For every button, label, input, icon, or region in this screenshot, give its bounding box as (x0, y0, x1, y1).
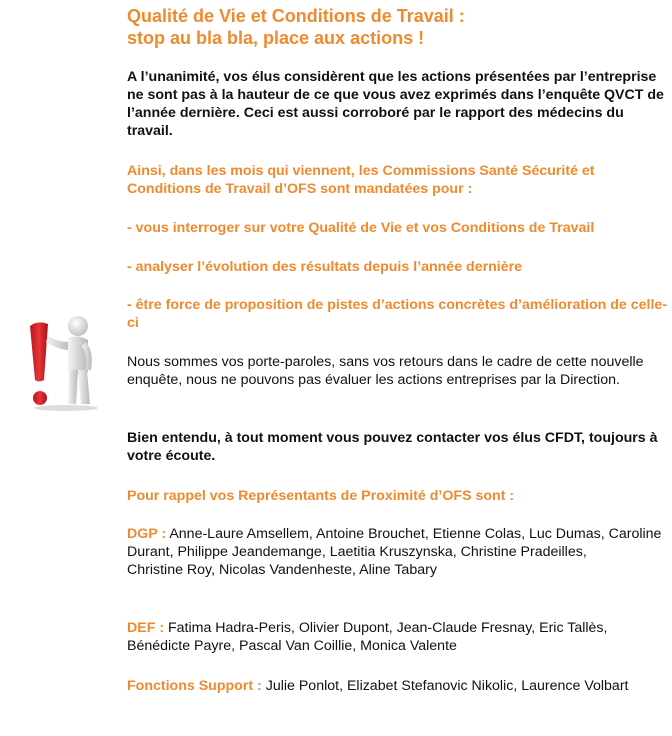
dgp-line-1 (127, 525, 672, 561)
mandate-paragraph: Ainsi, dans les mois qui viennent, les Commissions Santé Sécurité et Conditions de Travail d’OFS sont mandatées pour : (127, 163, 595, 197)
title-line-1: Qualité de Vie et Conditions de Travail : (127, 6, 465, 26)
dgp-label: DGP : (127, 526, 167, 542)
action-item-2: - analyser l’évolution des résultats depuis l’année dernière (127, 259, 523, 275)
contact-paragraph: Bien entendu, à tout moment vous pouvez contacter vos élus CFDT, toujours à votre écoute. (127, 430, 658, 464)
def-names: Fatima Hadra-Peris, Olivier Dupont, Jean-Claude Fresnay, Eric Tallès, Bénédicte Payre, Pascal Van Coillie, Monica Valente (127, 620, 608, 654)
def-label: DEF : (127, 620, 165, 636)
dgp-names-2: Christine Roy, Nicolas Vandenheste, Aline Tabary (127, 562, 437, 578)
dgp-names-1: Anne-Laure Amsellem, Antoine Brouchet, Etienne Colas, Luc Dumas, Caroline Durant, Philippe Jeandemange, Laetitia Kruszynska, Christine Pradeilles, (127, 526, 662, 560)
page-title (127, 5, 657, 49)
action-item-1: - vous interroger sur votre Qualité de Vie et vos Conditions de Travail (127, 220, 595, 236)
intro-paragraph: A l’unanimité, vos élus considèrent que les actions présentées par l’entreprise ne sont pas à la hauteur de ce que vous avez exprimés dans l’enquête QVCT de l’année dernière. Ceci est aussi corroboré par le rapport des médecins du travail. (127, 69, 664, 139)
def-block (127, 619, 672, 655)
support-block (127, 677, 672, 695)
support-label: Fonctions Support : (127, 678, 262, 694)
action-item-3: - être force de proposition de pistes d’actions concrètes d’amélioration de celle-ci (127, 297, 668, 331)
spokespeople-paragraph: Nous sommes vos porte-paroles, sans vos retours dans le cadre de cette nouvelle enquête, nous ne pouvons pas évaluer les actions entreprises par la Direction. (127, 354, 644, 388)
dgp-block (127, 525, 672, 579)
title-line-2: stop au bla bla, place aux actions ! (127, 28, 425, 48)
exclamation-figure-icon (28, 312, 100, 412)
reminder-heading: Pour rappel vos Représentants de Proximité d’OFS sont : (127, 488, 515, 504)
support-names: Julie Ponlot, Elizabet Stefanovic Nikolic, Laurence Volbart (265, 678, 629, 694)
